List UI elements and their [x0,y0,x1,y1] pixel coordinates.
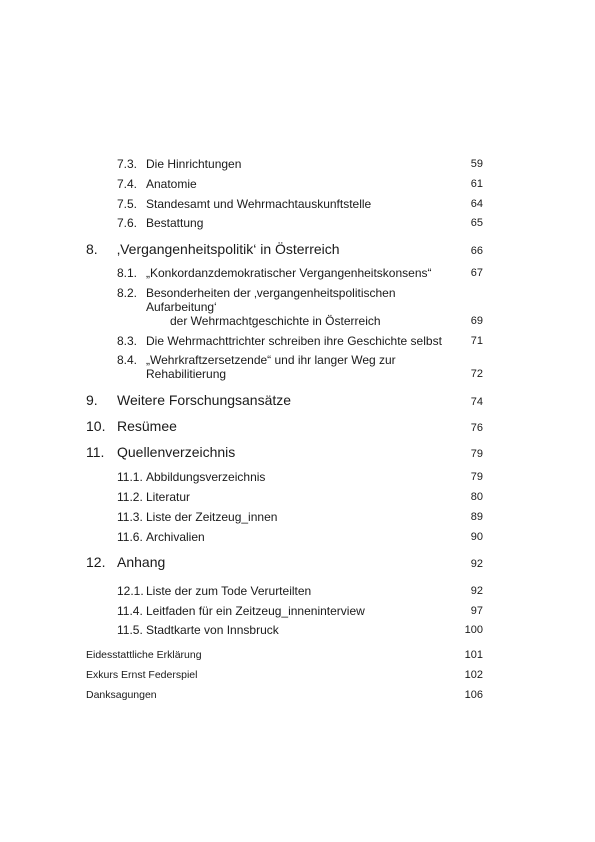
toc-title: Abbildungsverzeichnis [146,470,266,484]
toc-page-number: 74 [470,396,483,408]
toc-title: Rehabilitierung [146,367,227,381]
toc-page-number: 65 [470,217,483,229]
toc-title: Die Wehrmachttrichter schreiben ihre Geschichte selbst [146,334,442,348]
toc-number: 7.3. [117,157,138,171]
toc-number: 11.2. [117,490,143,504]
toc-page-number: 90 [470,531,483,543]
toc-page-number: 79 [470,471,483,483]
toc-title: Leitfaden für ein Zeitzeug_inneninterview [146,604,365,618]
toc-page-number: 59 [470,158,483,170]
toc-title: Anatomie [146,177,197,191]
toc-title: „Wehrkraftzersetzende“ und ihr langer Weg zur [146,353,396,367]
toc-title: Quellenverzeichnis [117,444,236,460]
toc-page-number: 80 [470,491,483,503]
toc-page-number: 76 [470,422,483,434]
toc-page-number: 102 [464,669,483,681]
toc-title: Aufarbeitung‘ [146,300,217,314]
toc-title: Danksagungen [86,689,157,701]
toc-number: 12.1. [117,584,144,598]
toc-title: „Konkordanzdemokratischer Vergangenheitskonsens“ [146,266,432,280]
toc-title: Resümee [117,418,177,434]
toc-title: Liste der Zeitzeug_innen [146,510,278,524]
toc-title: der Wehrmachtgeschichte in Österreich [170,314,381,328]
toc-number: 7.6. [117,216,138,230]
toc-page-number: 97 [470,605,483,617]
toc-number: 10. [86,418,106,434]
toc-page-number: 64 [470,198,483,210]
toc-page-number: 92 [470,558,483,570]
toc-title: Standesamt und Wehrmachtauskunftstelle [146,197,372,211]
toc-number: 9. [86,392,98,408]
toc-number: 11.1. [117,470,143,484]
toc-title: Literatur [146,490,191,504]
toc-number: 11. [86,444,105,460]
toc-page-number: 71 [470,335,483,347]
toc-page-number: 67 [470,267,483,279]
toc-number: 11.3. [117,510,143,524]
toc-title: Archivalien [146,530,205,544]
toc-title: Exkurs Ernst Federspiel [86,669,198,681]
toc-number: 7.5. [117,197,138,211]
toc-title: Besonderheiten der ‚vergangenheitspolitischen [146,286,396,300]
toc-title: Liste der zum Tode Verurteilten [146,584,312,598]
toc-title: ‚Vergangenheitspolitik‘ in Österreich [117,241,340,257]
toc-number: 7.4. [117,177,138,191]
toc-title: Weitere Forschungsansätze [117,392,292,408]
toc-number: 8. [86,241,98,257]
toc-title: Bestattung [146,216,204,230]
toc-page-number: 61 [470,178,483,190]
toc-page-number: 89 [470,511,483,523]
toc-page-number: 106 [464,689,483,701]
toc-page-number: 92 [470,585,483,597]
toc-title: Die Hinrichtungen [146,157,242,171]
toc-title: Anhang [117,554,166,570]
toc-page-number: 66 [470,245,483,257]
toc-number: 8.1. [117,266,138,280]
toc-number: 8.3. [117,334,138,348]
toc-page-number: 79 [470,448,483,460]
toc-page-number: 69 [470,315,483,327]
toc-number: 11.6. [117,530,143,544]
toc-page-number: 100 [464,624,483,636]
toc-number: 8.4. [117,353,138,367]
toc-title: Eidesstattliche Erklärung [86,649,202,661]
toc-title: Stadtkarte von Innsbruck [146,623,279,637]
toc-page-number: 72 [470,368,483,380]
toc-number: 11.5. [117,623,143,637]
toc-number: 11.4. [117,604,143,618]
toc-number: 8.2. [117,286,138,300]
toc-page-number: 101 [464,649,483,661]
toc-number: 12. [86,554,106,570]
